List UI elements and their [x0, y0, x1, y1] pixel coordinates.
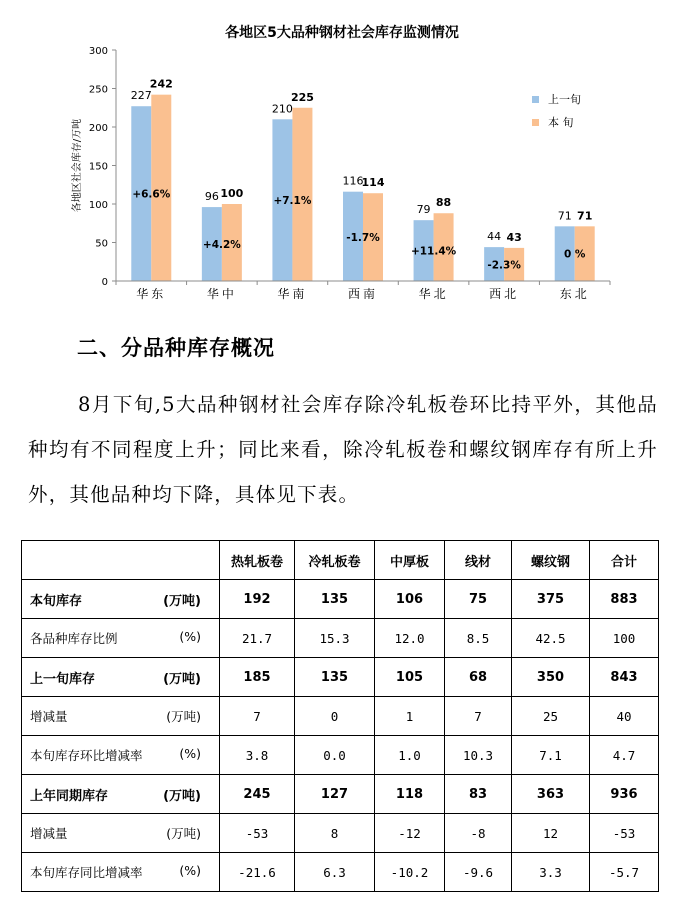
data-label: 71 — [557, 209, 572, 223]
table-row — [22, 853, 659, 892]
table-cell: -8 — [445, 814, 512, 853]
table-cell: -9.6 — [445, 853, 512, 892]
change-label: +11.4% — [410, 245, 457, 258]
row-label: 上一旬库存 — [30, 671, 96, 687]
table-cell: 40 — [590, 697, 659, 736]
table-cell: 21.7 — [220, 619, 295, 658]
data-label: 88 — [435, 196, 452, 210]
table-cell: 83 — [445, 775, 512, 814]
table-header-cell: 中厚板 — [375, 541, 445, 580]
table-cell: 135 — [295, 580, 375, 619]
legend-label: 上一旬 — [548, 93, 581, 106]
y-axis-label: 各地区社会库存/万吨 — [72, 118, 83, 213]
table-header-cell — [22, 541, 220, 580]
table-row — [22, 580, 659, 619]
table-cell: 192 — [220, 580, 295, 619]
bar-chart-svg — [0, 0, 680, 318]
table-cell: 15.3 — [295, 619, 375, 658]
x-tick-label: 华中 — [206, 287, 237, 301]
data-label: 225 — [290, 90, 314, 104]
table-cell: 25 — [512, 697, 590, 736]
table-row — [22, 775, 659, 814]
table-cell: 100 — [590, 619, 659, 658]
table-cell: 936 — [590, 775, 659, 814]
row-label-cell — [22, 775, 220, 814]
x-tick-label: 东北 — [559, 287, 590, 301]
chart-title: 各地区5大品种钢材社会库存监测情况 — [225, 25, 459, 41]
y-tick-label: 200 — [88, 123, 108, 134]
row-label-cell — [22, 580, 220, 619]
data-label: 116 — [342, 174, 364, 188]
table-cell: 0.0 — [295, 736, 375, 775]
table-cell: 12 — [512, 814, 590, 853]
table-cell: 8 — [295, 814, 375, 853]
data-label: 79 — [416, 203, 431, 217]
y-tick-label: 0 — [101, 277, 108, 288]
row-label-cell — [22, 814, 220, 853]
table-cell: 843 — [590, 658, 659, 697]
row-unit: (万吨) — [163, 788, 201, 804]
row-label: 增减量 — [30, 709, 68, 724]
y-tick-label: 50 — [95, 238, 108, 250]
table-row — [22, 814, 659, 853]
row-label: 各品种库存比例 — [30, 631, 118, 646]
x-tick-label: 西南 — [347, 287, 379, 301]
table-header-row — [22, 541, 659, 580]
table-cell: 3.3 — [512, 853, 590, 892]
row-unit: (%) — [179, 863, 201, 878]
change-label: +6.6% — [132, 188, 171, 201]
data-label: 100 — [220, 187, 244, 200]
x-tick-label: 华东 — [136, 287, 167, 301]
table-cell: 42.5 — [512, 619, 590, 658]
change-label: -2.3% — [487, 259, 521, 272]
table-cell: 105 — [375, 658, 445, 697]
table-cell: 12.0 — [375, 619, 445, 658]
inventory-chart — [0, 0, 680, 318]
table-cell: 1 — [375, 697, 445, 736]
data-label: 242 — [149, 77, 173, 91]
y-tick-label: 150 — [88, 161, 108, 173]
table-cell: 127 — [295, 775, 375, 814]
legend-label: 本 旬 — [548, 116, 574, 129]
change-label: +4.2% — [202, 239, 241, 252]
table-header-cell: 线材 — [445, 541, 512, 580]
table-cell: -10.2 — [375, 853, 445, 892]
table-cell: 0 — [295, 697, 375, 736]
legend-swatch — [532, 96, 539, 103]
summary-paragraph: 8月下旬,5大品种钢材社会库存除冷轧板卷环比持平外，其他品种均有不同程度上升；同比来看，除冷轧板卷和螺纹钢库存有所上升外，其他品种均下降，具体见下表。 — [28, 393, 658, 506]
x-tick-label: 华南 — [277, 287, 308, 301]
table-cell: -53 — [590, 814, 659, 853]
table-cell: 6.3 — [295, 853, 375, 892]
table-row — [22, 619, 659, 658]
table-cell: 7 — [445, 697, 512, 736]
row-unit: (万吨) — [166, 709, 201, 724]
change-label: -1.7% — [346, 232, 380, 245]
data-label: 210 — [271, 102, 293, 116]
table-cell: 7.1 — [512, 736, 590, 775]
table-cell: 8.5 — [445, 619, 512, 658]
data-label: 44 — [487, 230, 502, 244]
row-label-cell — [22, 658, 220, 697]
row-label: 本旬库存 — [30, 593, 83, 609]
table-header-cell: 冷轧板卷 — [295, 541, 375, 580]
table-cell: -21.6 — [220, 853, 295, 892]
table-header-cell: 合计 — [590, 541, 659, 580]
row-unit: (%) — [179, 746, 201, 761]
table-row — [22, 736, 659, 775]
table-cell: 106 — [375, 580, 445, 619]
table-cell: -53 — [220, 814, 295, 853]
table-cell: 7 — [220, 697, 295, 736]
table-cell: -12 — [375, 814, 445, 853]
table-cell: 3.8 — [220, 736, 295, 775]
y-tick-label: 300 — [88, 46, 108, 57]
row-label-cell — [22, 619, 220, 658]
data-label: 96 — [204, 190, 219, 204]
table-row — [22, 658, 659, 697]
table-row — [22, 697, 659, 736]
row-label: 本旬库存环比增减率 — [30, 748, 143, 763]
table-cell: 118 — [375, 775, 445, 814]
data-label: 227 — [130, 89, 152, 103]
row-unit: (万吨) — [163, 593, 201, 609]
section-heading: 二、分品种库存概况 — [77, 336, 275, 360]
table-header-cell: 螺纹钢 — [512, 541, 590, 580]
row-label: 增减量 — [30, 826, 68, 841]
row-unit: (万吨) — [163, 671, 201, 687]
row-label-cell — [22, 736, 220, 775]
table-cell: 883 — [590, 580, 659, 619]
table-cell: 68 — [445, 658, 512, 697]
table-cell: 4.7 — [590, 736, 659, 775]
inventory-table — [21, 540, 659, 892]
row-label-cell — [22, 853, 220, 892]
table-cell: 75 — [445, 580, 512, 619]
table-cell: 363 — [512, 775, 590, 814]
x-tick-label: 西北 — [489, 287, 520, 301]
data-label: 114 — [361, 176, 385, 190]
table-cell: -5.7 — [590, 853, 659, 892]
table-cell: 185 — [220, 658, 295, 697]
table-cell: 375 — [512, 580, 590, 619]
data-label: 71 — [577, 209, 593, 223]
table-cell: 350 — [512, 658, 590, 697]
table-cell: 10.3 — [445, 736, 512, 775]
data-label: 43 — [506, 230, 522, 244]
row-unit: (%) — [179, 629, 201, 644]
row-label-cell — [22, 697, 220, 736]
legend-swatch — [532, 119, 539, 126]
row-unit: (万吨) — [166, 826, 201, 841]
table-cell: 135 — [295, 658, 375, 697]
y-tick-label: 100 — [88, 200, 108, 211]
y-tick-label: 250 — [88, 84, 108, 96]
x-tick-label: 华北 — [418, 287, 449, 301]
table-header-cell: 热轧板卷 — [220, 541, 295, 580]
row-label: 本旬库存同比增减率 — [30, 865, 143, 880]
change-label: +7.1% — [273, 195, 312, 208]
table-cell: 245 — [220, 775, 295, 814]
change-label: 0 % — [563, 248, 586, 261]
table-cell: 1.0 — [375, 736, 445, 775]
row-label: 上年同期库存 — [30, 788, 109, 804]
